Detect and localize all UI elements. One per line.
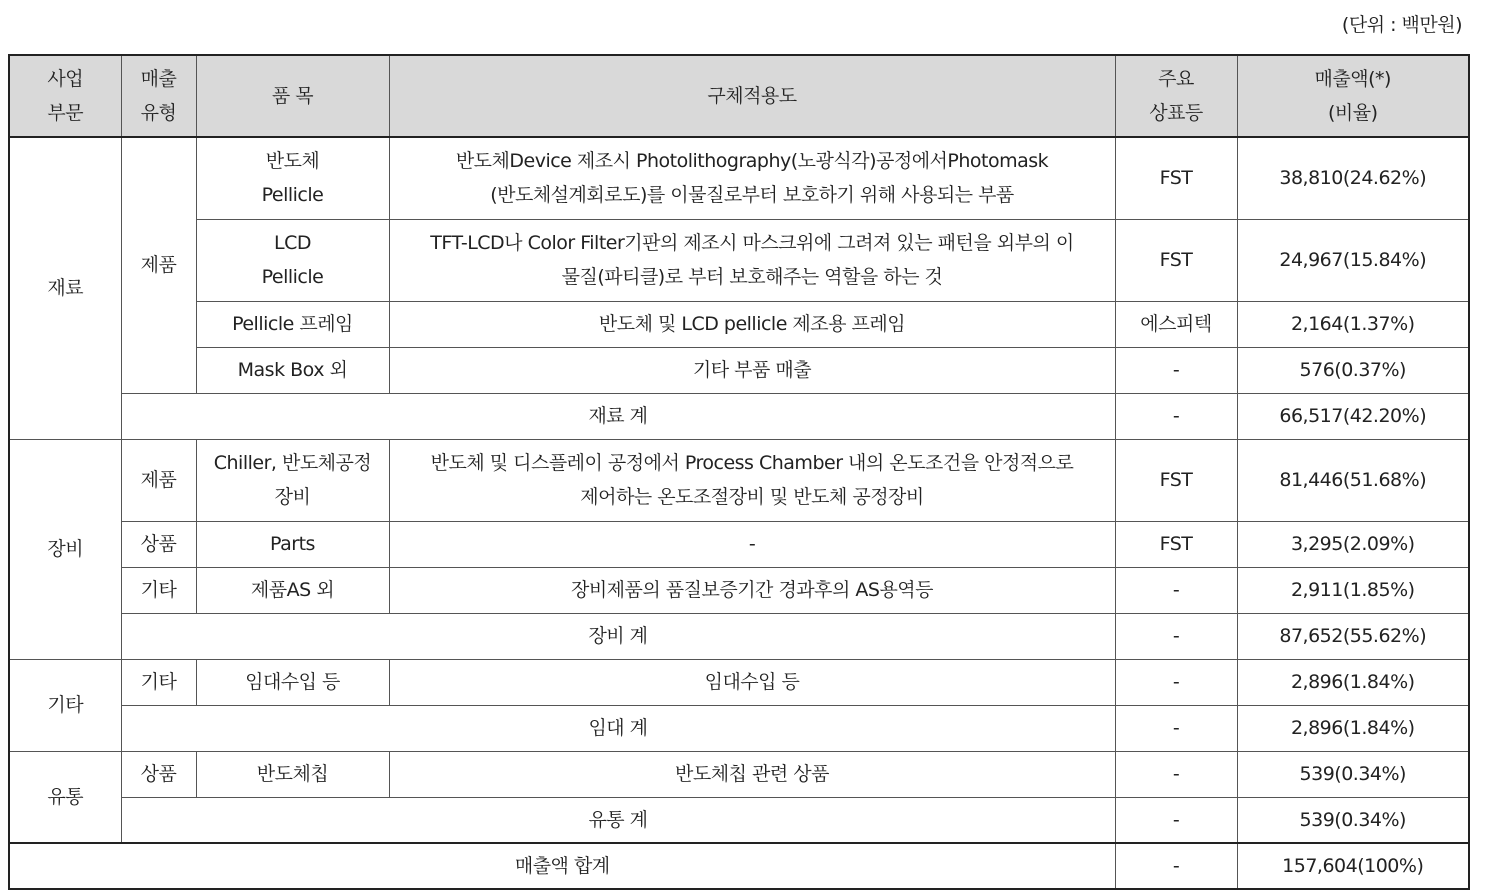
sales-type-cell: 상품	[121, 521, 196, 567]
brand-cell: -	[1115, 347, 1237, 393]
table-row	[9, 301, 1469, 347]
segment-cell: 장비	[9, 439, 121, 659]
brand-cell: FST	[1115, 219, 1237, 301]
usage-cell: -	[389, 521, 1115, 567]
subtotal-row	[9, 393, 1469, 439]
brand-cell: FST	[1115, 439, 1237, 521]
grand-total-row	[9, 843, 1469, 889]
segment-cell: 기타	[9, 659, 121, 751]
sales-type-cell: 상품	[121, 751, 196, 797]
brand-cell: -	[1115, 393, 1237, 439]
item-cell: Pellicle 프레임	[196, 301, 389, 347]
brand-cell: -	[1115, 705, 1237, 751]
brand-cell: -	[1115, 613, 1237, 659]
item-cell: 제품AS 외	[196, 567, 389, 613]
subtotal-label: 임대 계	[121, 705, 1115, 751]
sales-cell: 87,652(55.62%)	[1237, 613, 1469, 659]
table-row	[9, 137, 1469, 219]
table-row	[9, 751, 1469, 797]
header-item: 품 목	[196, 55, 389, 137]
subtotal-row	[9, 797, 1469, 843]
sales-cell: 576(0.37%)	[1237, 347, 1469, 393]
item-cell: Chiller, 반도체공정 장비	[196, 439, 389, 521]
usage-cell: 반도체Device 제조시 Photolithography(노광식각)공정에서Photomask (반도체설계회로도)를 이물질로부터 보호하기 위해 사용되는 부품	[389, 137, 1115, 219]
item-cell: Mask Box 외	[196, 347, 389, 393]
usage-cell: 반도체 및 디스플레이 공정에서 Process Chamber 내의 온도조건을 안정적으로 제어하는 온도조절장비 및 반도체 공정장비	[389, 439, 1115, 521]
revenue-table	[8, 54, 1470, 890]
sales-cell: 2,896(1.84%)	[1237, 659, 1469, 705]
usage-cell: 반도체칩 관련 상품	[389, 751, 1115, 797]
usage-cell: TFT-LCD나 Color Filter기판의 제조시 마스크위에 그려져 있는 패턴을 외부의 이 물질(파티클)로 부터 보호해주는 역할을 하는 것	[389, 219, 1115, 301]
grand-total-sales: 157,604(100%)	[1237, 843, 1469, 889]
usage-cell: 기타 부품 매출	[389, 347, 1115, 393]
usage-cell: 반도체 및 LCD pellicle 제조용 프레임	[389, 301, 1115, 347]
sales-cell: 81,446(51.68%)	[1237, 439, 1469, 521]
segment-cell: 유통	[9, 751, 121, 843]
brand-cell: -	[1115, 659, 1237, 705]
item-cell: LCD Pellicle	[196, 219, 389, 301]
item-cell: 임대수입 등	[196, 659, 389, 705]
table-row	[9, 347, 1469, 393]
brand-cell: -	[1115, 797, 1237, 843]
header-brand: 주요 상표등	[1115, 55, 1237, 137]
sales-type-cell: 기타	[121, 659, 196, 705]
table-row	[9, 567, 1469, 613]
item-cell: 반도체 Pellicle	[196, 137, 389, 219]
subtotal-row	[9, 705, 1469, 751]
usage-cell: 임대수입 등	[389, 659, 1115, 705]
grand-total-label: 매출액 합계	[9, 843, 1115, 889]
sales-cell: 539(0.34%)	[1237, 751, 1469, 797]
header-sales: 매출액(*) (비율)	[1237, 55, 1469, 137]
header-row	[9, 55, 1469, 137]
unit-note: (단위 : 백만원)	[1341, 14, 1462, 36]
subtotal-label: 장비 계	[121, 613, 1115, 659]
sales-type-cell: 기타	[121, 567, 196, 613]
item-cell: 반도체칩	[196, 751, 389, 797]
brand-cell: -	[1115, 567, 1237, 613]
table-row	[9, 521, 1469, 567]
header-segment: 사업 부문	[9, 55, 121, 137]
sales-cell: 38,810(24.62%)	[1237, 137, 1469, 219]
sales-cell: 2,911(1.85%)	[1237, 567, 1469, 613]
header-usage: 구체적용도	[389, 55, 1115, 137]
brand-cell: FST	[1115, 521, 1237, 567]
segment-cell: 재료	[9, 137, 121, 439]
subtotal-label: 재료 계	[121, 393, 1115, 439]
sales-cell: 539(0.34%)	[1237, 797, 1469, 843]
sales-cell: 2,896(1.84%)	[1237, 705, 1469, 751]
brand-cell: -	[1115, 751, 1237, 797]
usage-cell: 장비제품의 품질보증기간 경과후의 AS용역등	[389, 567, 1115, 613]
subtotal-label: 유통 계	[121, 797, 1115, 843]
sales-cell: 3,295(2.09%)	[1237, 521, 1469, 567]
sales-cell: 24,967(15.84%)	[1237, 219, 1469, 301]
brand-cell: 에스피텍	[1115, 301, 1237, 347]
brand-cell: -	[1115, 843, 1237, 889]
sales-type-cell: 제품	[121, 439, 196, 521]
table-row	[9, 659, 1469, 705]
subtotal-row	[9, 613, 1469, 659]
sales-cell: 66,517(42.20%)	[1237, 393, 1469, 439]
item-cell: Parts	[196, 521, 389, 567]
sales-cell: 2,164(1.37%)	[1237, 301, 1469, 347]
sales-type-cell: 제품	[121, 137, 196, 393]
table-row	[9, 439, 1469, 521]
header-sales-type: 매출 유형	[121, 55, 196, 137]
brand-cell: FST	[1115, 137, 1237, 219]
table-row	[9, 219, 1469, 301]
